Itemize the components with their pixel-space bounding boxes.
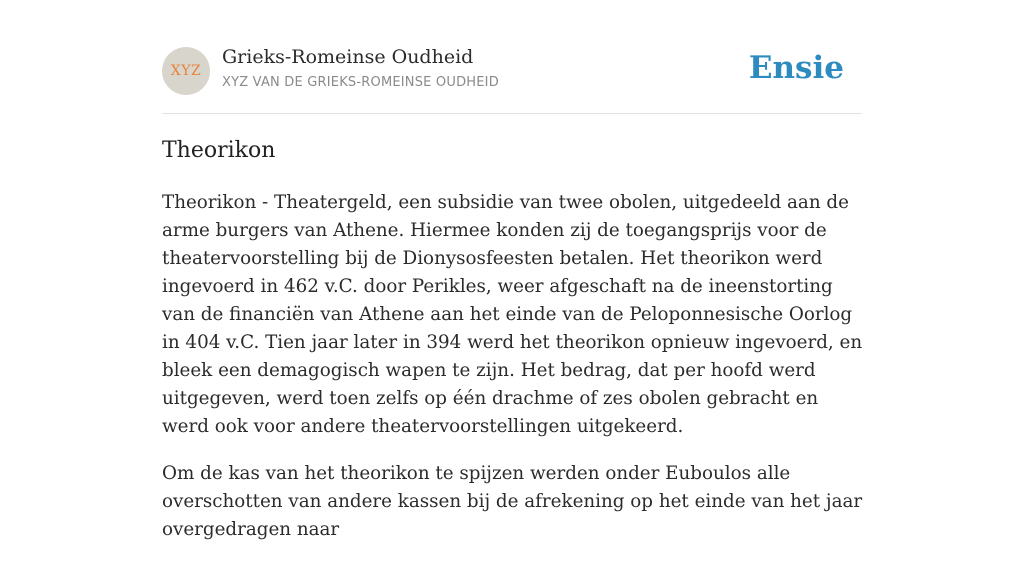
- brand-logo[interactable]: Ensie: [748, 50, 844, 86]
- article-paragraph: Theorikon - Theatergeld, een subsidie van twee obolen, uitgedeeld aan de arme burgers van Athene. Hiermee konden zij de toegangsprijs voor de theatervoorstelling bij de Dionysosfeesten betalen. Het theorikon werd ingevoerd in 462 v.C. door Perikles, weer afgeschaft na de ineenstorting van de financiën van Athene aan het einde van de Peloponnesische Oorlog in 404 v.C. Tien jaar later in 394 werd het theorikon opnieuw ingevoerd, en bleek een demagogisch wapen te zijn. Het bedrag, dat per hoofd werd uitgegeven, werd toen zelfs op één drachme of zes obolen gebracht en werd ook voor andere theatervoorstellingen uitgekeerd.: [162, 192, 863, 437]
- article-title: Theorikon: [162, 138, 276, 163]
- source-subtitle: XYZ VAN DE GRIEKS-ROMEINSE OUDHEID: [222, 75, 499, 90]
- article-body: [162, 189, 864, 563]
- source-title[interactable]: Grieks-Romeinse Oudheid: [222, 46, 474, 68]
- header-divider: [162, 113, 862, 114]
- article-paragraph: Om de kas van het theorikon te spijzen werden onder Euboulos alle overschotten van andere kassen bij de afrekening op het einde van het jaar overgedragen naar: [162, 463, 863, 540]
- source-avatar[interactable]: XYZ: [162, 47, 210, 95]
- source-header: [162, 46, 862, 96]
